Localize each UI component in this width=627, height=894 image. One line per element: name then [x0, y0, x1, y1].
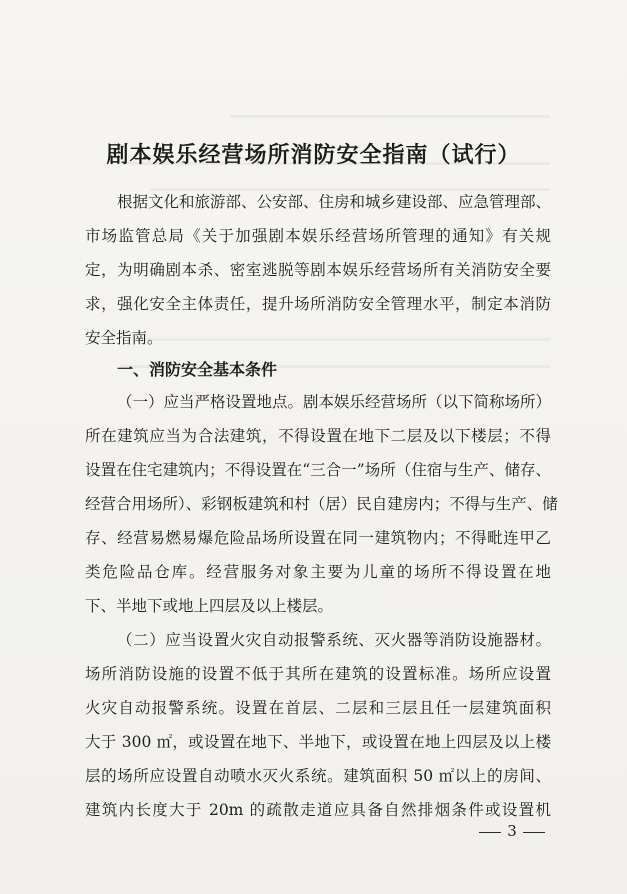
item1-line-1: （一）应当严格设置地点。剧本娱乐经营场所（以下简称场所）: [117, 393, 552, 411]
item2-line-5: 层的场所应设置自动喷水灭火系统。建筑面积 50 ㎡以上的房间、: [85, 767, 551, 785]
footer-dash-right: [523, 832, 545, 833]
item1-line-7: 下、半地下或地上四层及以上楼层。: [85, 597, 334, 615]
intro-line-5: 安全指南。: [85, 329, 163, 347]
item2-line-2: 场所消防设施的设置不低于其所在建筑的设置标准。场所应设置: [85, 665, 551, 683]
intro-line-2: 市场监管总局《关于加强剧本娱乐经营场所管理的通知》有关规: [85, 227, 551, 245]
item1-line-2: 所在建筑应当为合法建筑，不得设置在地下二层及以下楼层；不得: [85, 427, 551, 445]
page-number-footer: [472, 822, 552, 840]
item2-line-6: 建筑内长度大于 20m 的疏散走道应具备自然排烟条件或设置机: [85, 801, 551, 819]
section-heading: 一、消防安全基本条件: [117, 360, 278, 379]
item1-line-6: 类危险品仓库。经营服务对象主要为儿童的场所不得设置在地: [85, 563, 551, 581]
page-number: 3: [507, 822, 517, 840]
item2-line-1: （二）应当设置火灾自动报警系统、灭火器等消防设施器材。: [117, 631, 551, 649]
document-title: 剧本娱乐经营场所消防安全指南（试行）: [106, 143, 521, 168]
intro-line-1: 根据文化和旅游部、公安部、住房和城乡建设部、应急管理部、: [117, 193, 552, 211]
intro-line-3: 定，为明确剧本杀、密室逃脱等剧本娱乐经营场所有关消防安全要: [85, 261, 551, 279]
item2-line-4: 大于 300 ㎡，或设置在地下、半地下，或设置在地上四层及以上楼: [85, 733, 551, 751]
intro-line-4: 求，强化安全主体责任，提升场所消防安全管理水平，制定本消防: [85, 295, 551, 313]
item1-line-5: 存、经营易燃易爆危险品场所设置在同一建筑物内；不得毗连甲乙: [85, 529, 551, 547]
item1-line-3: 设置在住宅建筑内；不得设置在“三合一”场所（住宿与生产、储存、: [85, 461, 551, 479]
item2-line-3: 火灾自动报警系统。设置在首层、二层和三层且任一层建筑面积: [85, 699, 551, 717]
item1-line-4: 经营合用场所）、彩钢板建筑和村（居）民自建房内；不得与生产、储: [85, 495, 558, 513]
footer-dash-left: [479, 832, 501, 833]
